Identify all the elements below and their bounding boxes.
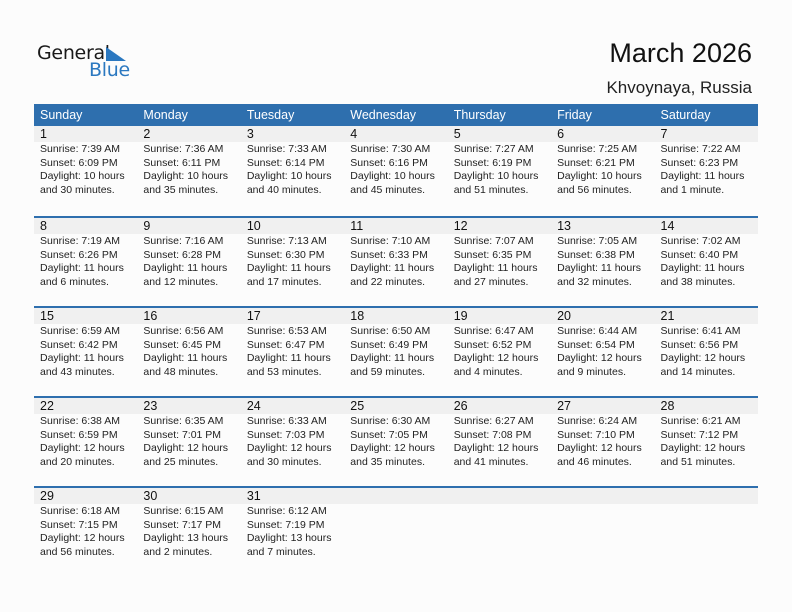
weekday-thursday: Thursday [453,108,506,122]
day-number: 11 [350,219,364,233]
sunset-text: Sunset: 6:47 PM [246,338,325,351]
daylight-text: Daylight: 12 hours [660,352,746,365]
weekday-saturday: Saturday [660,108,711,122]
info-row [34,234,758,289]
sunset-text: Sunset: 6:56 PM [660,338,739,351]
day-cell [241,142,344,197]
daylight-text: and 35 minutes. [143,183,219,196]
calendar-week [34,486,758,576]
daylight-text: and 4 minutes. [453,365,523,378]
day-cell [551,324,654,379]
calendar-week [34,396,758,486]
day-number: 4 [350,127,358,141]
sunrise-text: Sunrise: 7:25 AM [557,143,638,155]
daylight-text: and 1 minute. [660,183,725,196]
sunset-text: Sunset: 7:10 PM [557,428,635,441]
daylight-text: and 22 minutes. [350,275,425,288]
day-number: 15 [40,309,54,323]
sunrise-text: Sunrise: 7:16 AM [143,235,224,247]
day-number: 29 [40,489,54,503]
daylight-text: Daylight: 11 hours [40,352,124,365]
daylight-text: Daylight: 12 hours [40,442,125,455]
sunrise-text: Sunrise: 6:50 AM [350,325,431,337]
daylight-text: and 12 minutes. [143,275,219,288]
sunset-text: Sunset: 7:12 PM [660,428,739,441]
daylight-text: and 51 minutes. [660,455,736,468]
daylight-text: Daylight: 11 hours [453,262,538,275]
day-number: 12 [453,219,468,233]
sunrise-text: Sunrise: 6:44 AM [557,325,638,337]
day-number: 10 [246,219,261,233]
daylight-text: and 9 minutes. [557,365,626,378]
sunset-text: Sunset: 6:38 PM [557,248,635,261]
daylight-text: Daylight: 12 hours [40,532,125,545]
page-title: March 2026 [609,38,752,68]
day-number: 24 [246,399,261,413]
sunset-text: Sunset: 6:33 PM [350,248,428,261]
sunset-text: Sunset: 7:17 PM [143,518,222,531]
daylight-text: Daylight: 11 hours [350,352,435,365]
day-cell [137,504,240,559]
day-number [448,488,551,504]
sunset-text: Sunset: 6:23 PM [660,156,739,169]
info-row [34,324,758,379]
date-row [34,126,758,142]
day-number: 26 [453,399,468,413]
day-cell [655,504,758,559]
sunset-text: Sunset: 7:15 PM [40,518,118,531]
daylight-text: Daylight: 12 hours [557,352,642,365]
day-cell [137,324,240,379]
day-cell [241,504,344,559]
day-cell [551,414,654,469]
daylight-text: and 46 minutes. [557,455,632,468]
day-cell [448,142,551,197]
sunset-text: Sunset: 6:35 PM [453,248,532,261]
sunrise-text: Sunrise: 7:10 AM [350,235,431,247]
sunrise-text: Sunrise: 6:53 AM [246,325,327,337]
sunset-text: Sunset: 6:26 PM [40,248,118,261]
day-number: 31 [246,489,261,503]
daylight-text: and 48 minutes. [143,365,219,378]
day-cell [241,234,344,289]
day-number: 22 [40,399,54,413]
info-row [34,142,758,197]
day-cell [655,414,758,469]
day-number: 5 [453,127,461,141]
day-number [655,488,758,504]
daylight-text: Daylight: 12 hours [660,442,746,455]
sunset-text: Sunset: 7:05 PM [350,428,428,441]
sunset-text: Sunset: 7:08 PM [453,428,532,441]
calendar-week [34,126,758,216]
sunset-text: Sunset: 6:16 PM [350,156,428,169]
day-number: 14 [660,219,675,233]
day-number: 21 [660,309,675,323]
sunset-text: Sunset: 7:19 PM [246,518,325,531]
daylight-text: and 56 minutes. [557,183,632,196]
day-cell [34,234,137,289]
sunrise-text: Sunrise: 6:56 AM [143,325,224,337]
sunrise-text: Sunrise: 7:22 AM [660,143,741,155]
weekday-friday: Friday [557,108,592,122]
daylight-text: and 25 minutes. [143,455,219,468]
day-cell [137,414,240,469]
day-cell [34,142,137,197]
daylight-text: Daylight: 12 hours [350,442,435,455]
sunrise-text: Sunrise: 6:27 AM [453,415,534,427]
day-number: 25 [350,399,365,413]
sunset-text: Sunset: 6:42 PM [40,338,118,351]
sunrise-text: Sunrise: 6:47 AM [453,325,534,337]
day-cell [344,324,447,379]
day-cell [344,504,447,559]
sunset-text: Sunset: 6:45 PM [143,338,222,351]
day-cell [344,142,447,197]
daylight-text: Daylight: 11 hours [246,352,331,365]
sunset-text: Sunset: 6:59 PM [40,428,118,441]
sunrise-text: Sunrise: 6:30 AM [350,415,431,427]
day-cell [551,234,654,289]
daylight-text: Daylight: 12 hours [246,442,332,455]
daylight-text: and 40 minutes. [246,183,322,196]
day-cell [34,324,137,379]
date-row [34,398,758,414]
daylight-text: Daylight: 10 hours [557,170,642,183]
sunset-text: Sunset: 6:21 PM [557,156,635,169]
daylight-text: Daylight: 11 hours [40,262,124,275]
location-label: Khvoynaya, Russia [606,78,752,97]
sunset-text: Sunset: 6:49 PM [350,338,428,351]
daylight-text: Daylight: 10 hours [143,170,229,183]
daylight-text: and 27 minutes. [453,275,529,288]
day-cell [34,504,137,559]
daylight-text: and 14 minutes. [660,365,736,378]
day-cell [655,142,758,197]
weeks-container [34,126,758,576]
daylight-text: Daylight: 12 hours [453,442,539,455]
day-number: 30 [143,489,158,503]
daylight-text: Daylight: 11 hours [557,262,641,275]
daylight-text: and 56 minutes. [40,545,115,558]
sunrise-text: Sunrise: 7:19 AM [40,235,120,247]
sunset-text: Sunset: 6:52 PM [453,338,532,351]
daylight-text: and 30 minutes. [40,183,115,196]
day-number: 28 [660,399,675,413]
daylight-text: and 45 minutes. [350,183,425,196]
daylight-text: and 35 minutes. [350,455,425,468]
sunrise-text: Sunrise: 7:39 AM [40,143,120,155]
weekday-header-row [34,104,758,126]
daylight-text: and 2 minutes. [143,545,213,558]
day-number: 9 [143,219,151,233]
day-number: 18 [350,309,365,323]
day-number: 6 [557,127,565,141]
logo-text-general: General [37,42,110,64]
day-number: 17 [246,309,261,323]
day-number: 1 [40,127,47,141]
daylight-text: Daylight: 10 hours [453,170,539,183]
sunrise-text: Sunrise: 7:36 AM [143,143,224,155]
info-row [34,414,758,469]
day-cell [448,324,551,379]
weekday-monday: Monday [143,108,188,122]
weekday-sunday: Sunday [40,108,83,122]
daylight-text: Daylight: 10 hours [40,170,125,183]
calendar-week [34,216,758,306]
info-row [34,504,758,559]
daylight-text: and 17 minutes. [246,275,322,288]
calendar-week [34,306,758,396]
daylight-text: Daylight: 10 hours [246,170,332,183]
sunrise-text: Sunrise: 6:35 AM [143,415,224,427]
day-number: 27 [557,399,572,413]
daylight-text: and 38 minutes. [660,275,736,288]
sunset-text: Sunset: 6:28 PM [143,248,222,261]
day-cell [137,142,240,197]
day-cell [241,414,344,469]
daylight-text: Daylight: 12 hours [557,442,642,455]
day-cell [655,234,758,289]
sunrise-text: Sunrise: 6:41 AM [660,325,741,337]
calendar-grid [34,104,758,576]
sunset-text: Sunset: 7:03 PM [246,428,325,441]
daylight-text: and 51 minutes. [453,183,529,196]
sunrise-text: Sunrise: 7:33 AM [246,143,327,155]
sunrise-text: Sunrise: 7:13 AM [246,235,327,247]
day-number: 8 [40,219,47,233]
day-cell [344,234,447,289]
sunrise-text: Sunrise: 6:59 AM [40,325,120,337]
day-number: 16 [143,309,158,323]
day-number: 2 [143,127,151,141]
daylight-text: and 59 minutes. [350,365,425,378]
daylight-text: and 7 minutes. [246,545,316,558]
day-cell [448,504,551,559]
day-number: 23 [143,399,158,413]
daylight-text: Daylight: 12 hours [453,352,539,365]
day-cell [34,414,137,469]
day-number: 13 [557,219,572,233]
day-cell [241,324,344,379]
sunrise-text: Sunrise: 6:18 AM [40,505,120,517]
daylight-text: and 32 minutes. [557,275,632,288]
daylight-text: Daylight: 11 hours [143,262,228,275]
daylight-text: Daylight: 13 hours [143,532,229,545]
daylight-text: and 41 minutes. [453,455,529,468]
sunrise-text: Sunrise: 7:30 AM [350,143,431,155]
daylight-text: and 43 minutes. [40,365,115,378]
day-number [344,488,447,504]
sunrise-text: Sunrise: 6:15 AM [143,505,224,517]
day-cell [655,324,758,379]
day-cell [448,414,551,469]
daylight-text: Daylight: 11 hours [143,352,228,365]
sunrise-text: Sunrise: 7:07 AM [453,235,534,247]
daylight-text: and 20 minutes. [40,455,115,468]
sunrise-text: Sunrise: 6:38 AM [40,415,120,427]
sunrise-text: Sunrise: 7:02 AM [660,235,741,247]
day-number: 7 [660,127,668,141]
day-number: 20 [557,309,572,323]
day-cell [551,142,654,197]
sunset-text: Sunset: 6:09 PM [40,156,118,169]
sunrise-text: Sunrise: 7:05 AM [557,235,638,247]
sunrise-text: Sunrise: 6:24 AM [557,415,638,427]
weekday-tuesday: Tuesday [246,108,295,122]
daylight-text: Daylight: 10 hours [350,170,435,183]
sunrise-text: Sunrise: 6:12 AM [246,505,327,517]
daylight-text: Daylight: 11 hours [660,170,745,183]
daylight-text: Daylight: 11 hours [660,262,745,275]
day-cell [448,234,551,289]
sunset-text: Sunset: 6:40 PM [660,248,739,261]
sunset-text: Sunset: 6:30 PM [246,248,325,261]
daylight-text: Daylight: 12 hours [143,442,229,455]
sunrise-text: Sunrise: 7:27 AM [453,143,534,155]
daylight-text: and 53 minutes. [246,365,322,378]
logo [37,42,137,82]
sunset-text: Sunset: 6:11 PM [143,156,221,169]
weekday-wednesday: Wednesday [350,108,417,122]
day-number [551,488,654,504]
date-row [34,308,758,324]
sunset-text: Sunset: 6:54 PM [557,338,635,351]
daylight-text: Daylight: 11 hours [350,262,435,275]
day-number: 3 [246,127,254,141]
sunset-text: Sunset: 7:01 PM [143,428,222,441]
date-row [34,488,758,504]
sunrise-text: Sunrise: 6:21 AM [660,415,741,427]
day-cell [344,414,447,469]
date-row [34,218,758,234]
daylight-text: and 6 minutes. [40,275,109,288]
sunset-text: Sunset: 6:19 PM [453,156,532,169]
daylight-text: Daylight: 13 hours [246,532,332,545]
day-number: 19 [453,309,468,323]
daylight-text: and 30 minutes. [246,455,322,468]
day-cell [137,234,240,289]
logo-text-blue: Blue [89,59,130,81]
daylight-text: Daylight: 11 hours [246,262,331,275]
sunset-text: Sunset: 6:14 PM [246,156,325,169]
day-cell [551,504,654,559]
sunrise-text: Sunrise: 6:33 AM [246,415,327,427]
